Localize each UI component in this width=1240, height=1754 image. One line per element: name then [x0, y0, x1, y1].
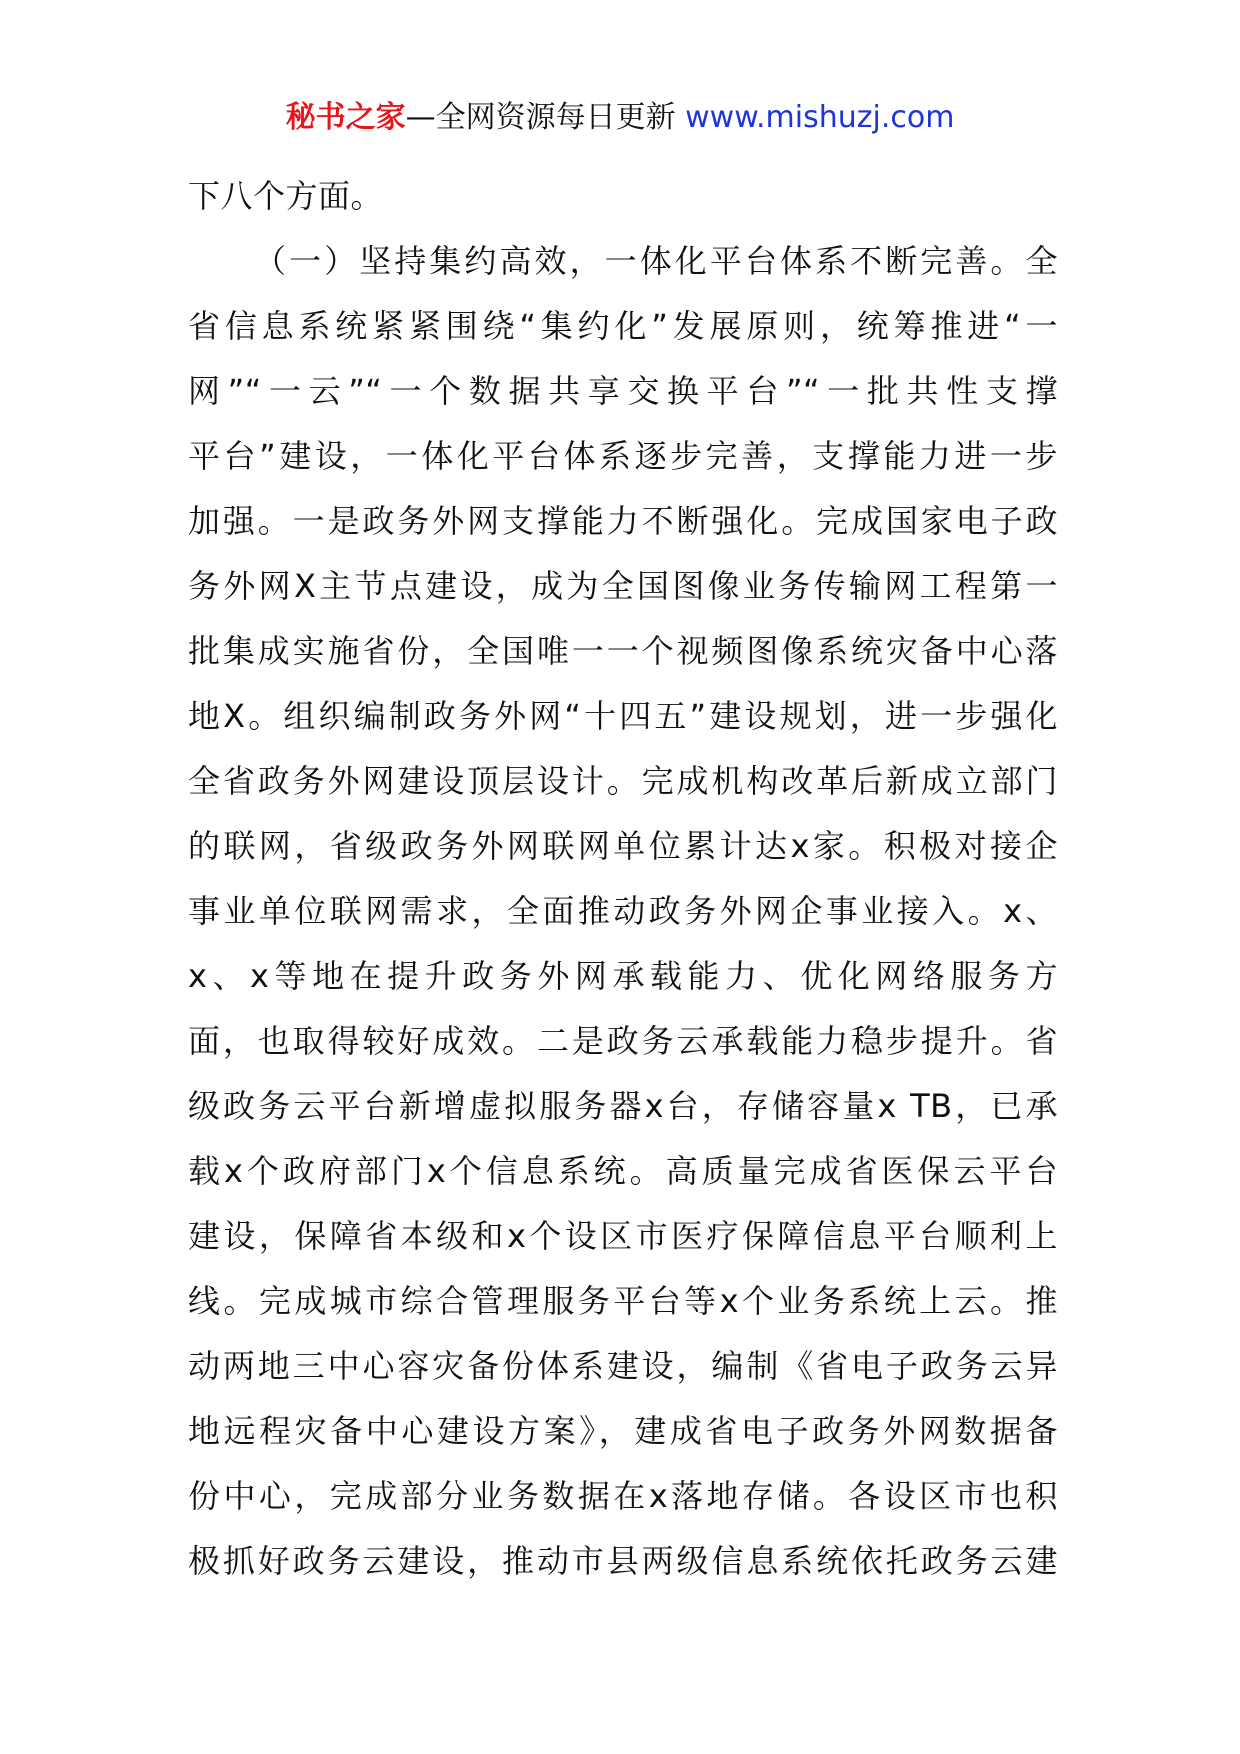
text-line: 批集成实施省份，全国唯一一个视频图像系统灾备中心落	[188, 632, 1058, 670]
header-tagline: —全网资源每日更新	[405, 100, 686, 135]
text-line: 级政务云平台新增虚拟服务器x台，存储容量x TB，已承	[188, 1087, 1058, 1125]
text-line: 事业单位联网需求，全面推动政务外网企事业接入。x、	[188, 892, 1058, 930]
page-header	[0, 98, 1240, 138]
text-line: （一）坚持集约高效，一体化平台体系不断完善。全	[254, 242, 1058, 280]
text-line: 线。完成城市综合管理服务平台等x个业务系统上云。推	[188, 1282, 1058, 1320]
text-line: 平台”建设，一体化平台体系逐步完善，支撑能力进一步	[188, 437, 1058, 475]
text-line: 务外网X主节点建设，成为全国图像业务传输网工程第一	[188, 567, 1058, 605]
text-line: 的联网，省级政务外网联网单位累计达x家。积极对接企	[188, 827, 1058, 865]
text-line: 网”“一云”“一个数据共享交换平台”“一批共性支撑	[188, 372, 1058, 410]
text-line: 下八个方面。	[188, 177, 384, 215]
text-line: 动两地三中心容灾备份体系建设，编制《省电子政务云异	[188, 1347, 1058, 1385]
text-line: 省信息系统紧紧围绕“集约化”发展原则，统筹推进“一	[188, 307, 1058, 345]
text-line: 加强。一是政务外网支撑能力不断强化。完成国家电子政	[188, 502, 1058, 540]
header-url[interactable]: www.mishuzj.com	[685, 100, 955, 135]
text-line: 地X。组织编制政务外网“十四五”建设规划，进一步强化	[188, 697, 1058, 735]
text-line: x、x等地在提升政务外网承载能力、优化网络服务方	[188, 957, 1058, 995]
text-line: 面，也取得较好成效。二是政务云承载能力稳步提升。省	[188, 1022, 1058, 1060]
text-line: 地远程灾备中心建设方案》，建成省电子政务外网数据备	[188, 1412, 1058, 1450]
text-line: 全省政务外网建设顶层设计。完成机构改革后新成立部门	[188, 762, 1058, 800]
text-line: 极抓好政务云建设，推动市县两级信息系统依托政务云建	[188, 1542, 1058, 1580]
document-body	[188, 164, 1058, 1594]
text-line: 建设，保障省本级和x个设区市医疗保障信息平台顺利上	[188, 1217, 1058, 1255]
brand-name: 秘书之家	[285, 100, 406, 135]
text-line: 份中心，完成部分业务数据在x落地存储。各设区市也积	[188, 1477, 1058, 1515]
text-line: 载x个政府部门x个信息系统。高质量完成省医保云平台	[188, 1152, 1058, 1190]
